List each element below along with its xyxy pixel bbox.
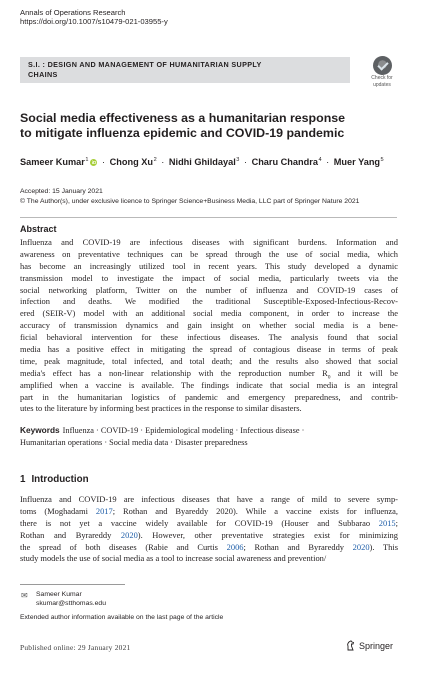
- author-separator: ·: [243, 157, 247, 167]
- springer-horse-icon: [346, 640, 356, 651]
- abstract-line: media has a positive effect in mitigating the spread of contagious disease in terms of peak: [20, 344, 398, 355]
- author-separator: ·: [161, 157, 165, 167]
- author-separator: ·: [326, 157, 330, 167]
- intro-line: [20, 518, 398, 530]
- intro-text: ; Rothan and Byrareddy: [243, 541, 353, 552]
- abstract-line: Influenza and COVID-19 are infectious diseases with significant burdens. Information and: [20, 237, 398, 247]
- keywords-heading: Keywords: [20, 425, 60, 435]
- author-affiliation: 1: [85, 157, 89, 163]
- section-heading: [20, 474, 89, 485]
- abstract-line: utes to the literature by informing best practices in the response to similar disasters.: [20, 403, 302, 414]
- abstract-line: time, peak magnitude, total infected, and total death; and the results also showed that social: [20, 355, 398, 366]
- abstract-line: amplified when a vaccine is available. The findings indicate that social media is an integral: [20, 379, 398, 390]
- citation-link[interactable]: 2020: [352, 541, 370, 552]
- intro-text: there is not yet a vaccine widely available for COVID-19 (Houser and Subbarao: [20, 517, 379, 528]
- abstract-line: infection and deaths. We modified the traditional Susceptible-Exposed-Infectious-Recov-: [20, 296, 398, 307]
- intro-line: [20, 494, 398, 506]
- intro-line: [20, 542, 398, 554]
- abstract-line: accuracy of transmission dynamics and gain insight on whether social media is a bene-: [20, 320, 398, 331]
- keywords-line-2: Humanitarian operations · Social media data · Disaster preparedness: [20, 437, 248, 447]
- publisher-logo: [346, 640, 393, 651]
- intro-text: ). This: [369, 541, 398, 552]
- author-affiliation: 5: [380, 157, 384, 163]
- keywords-line-1: [20, 425, 400, 437]
- article-title: [20, 111, 400, 141]
- r0-subscript: 0: [327, 374, 331, 380]
- intro-text: the spread of both diseases (Rabie and Curtis: [20, 541, 227, 552]
- citation-link[interactable]: 2020: [120, 529, 138, 540]
- author-name[interactable]: Sameer Kumar: [20, 157, 85, 167]
- journal-name: Annals of Operations Research: [20, 8, 126, 17]
- intro-text: Rothan and Byrareddy: [20, 529, 121, 540]
- author-name[interactable]: Nidhi Ghildayal: [168, 157, 236, 167]
- abstract-line-text: media's effect has a non-linear relationship with the reproduction number R: [20, 367, 328, 378]
- abstract-line: ficial behavioral intervention for these infectious diseases. The analysis found that social: [20, 332, 398, 343]
- author-affiliation: 3: [236, 157, 240, 163]
- journal-doi[interactable]: https://doi.org/10.1007/s10479-021-03955-y: [20, 17, 168, 27]
- check-for-updates-badge[interactable]: [367, 56, 397, 92]
- author-name[interactable]: Chong Xu: [109, 157, 154, 167]
- abstract-line: awareness on preventative techniques can be spread through the use of social media, which: [20, 248, 398, 259]
- header-divider: [20, 217, 397, 218]
- author-name[interactable]: Muer Yang: [333, 157, 381, 167]
- intro-text: ). However, other preventative strategies exist for minimizing: [137, 529, 398, 540]
- intro-line: [20, 553, 398, 565]
- intro-text: study models the use of social media as a tool to increase social awareness and prevention/: [20, 553, 327, 564]
- banner-line-1: S.I. : DESIGN AND MANAGEMENT OF HUMANITARIAN SUPPLY: [28, 60, 262, 69]
- keywords-block: [20, 425, 400, 449]
- publisher-name: Springer: [359, 641, 394, 651]
- title-line-1: Social media effectiveness as a humanitarian response: [20, 111, 346, 125]
- footnote-divider: [20, 584, 125, 585]
- intro-line: [20, 506, 398, 518]
- check-updates-line-1: Check for: [371, 75, 393, 81]
- citation-link[interactable]: 2006: [226, 541, 244, 552]
- copyright-line: © The Author(s), under exclusive licence to Springer Science+Business Media, LLC part of Springer Nature 2021: [20, 198, 360, 205]
- abstract-line: ered (SEIR-V) model with an additional social media component, in order to increase the: [20, 308, 398, 319]
- abstract-line: has become an increasingly utilized tool in recent years. This study developed a dynamic: [20, 260, 398, 271]
- author-affiliation: 2: [153, 157, 157, 163]
- published-online-date: Published online: 29 January 2021: [20, 643, 131, 652]
- abstract-line-r0: [20, 368, 398, 380]
- section-number: 1: [20, 474, 26, 485]
- author-list: [20, 157, 420, 167]
- special-issue-label: [28, 60, 338, 79]
- envelope-icon: ✉: [21, 591, 28, 600]
- corresponding-author-name: Sameer Kumar: [36, 591, 82, 598]
- abstract-body: [20, 237, 398, 415]
- banner-line-2: CHAINS: [28, 69, 58, 79]
- journal-header: [20, 8, 168, 26]
- abstract-line: social networking platform, Twitter on the number of influenza and COVID-19 cases of: [20, 284, 398, 295]
- abstract-heading: Abstract: [20, 224, 57, 234]
- intro-text: Influenza and COVID-19 are infectious diseases that have a range of mild to severe symp-: [20, 494, 398, 504]
- publication-dates: [20, 187, 359, 207]
- intro-text: ; Rothan and Byareddy 2020). While a vaccine exists for influenza,: [112, 505, 398, 516]
- citation-link[interactable]: 2015: [378, 517, 396, 528]
- check-updates-icon: [373, 56, 392, 75]
- intro-line: [20, 530, 398, 542]
- intro-text: toms (Moghadami: [20, 505, 96, 516]
- section-title: Introduction: [31, 474, 89, 485]
- check-updates-line-2: updates: [373, 81, 391, 88]
- corresponding-author-email[interactable]: skumar@stthomas.edu: [36, 600, 106, 608]
- intro-text: ;: [395, 517, 398, 528]
- introduction-body: [20, 494, 398, 565]
- corresponding-author: [36, 590, 106, 609]
- keywords-text: Influenza · COVID-19 · Epidemiological modeling · Infectious disease ·: [62, 426, 305, 435]
- orcid-icon[interactable]: iD: [91, 160, 97, 165]
- extended-author-info: Extended author information available on the last page of the article: [20, 614, 224, 621]
- title-line-2: to mitigate influenza epidemic and COVID-19 pandemic: [20, 126, 345, 141]
- abstract-line: part in the humanitarian logistics of pandemic and emergency preparedness, and contrib-: [20, 391, 398, 402]
- author-affiliation: 4: [318, 157, 322, 163]
- abstract-line-tail: and it will be: [330, 367, 398, 378]
- author-separator: ·: [102, 157, 106, 167]
- accepted-date: Accepted: 15 January 2021: [20, 188, 103, 195]
- author-name[interactable]: Charu Chandra: [251, 157, 318, 167]
- citation-link[interactable]: 2017: [95, 505, 113, 516]
- abstract-line: transmission model to investigate the impact of social media, particularly tweets via the: [20, 272, 398, 283]
